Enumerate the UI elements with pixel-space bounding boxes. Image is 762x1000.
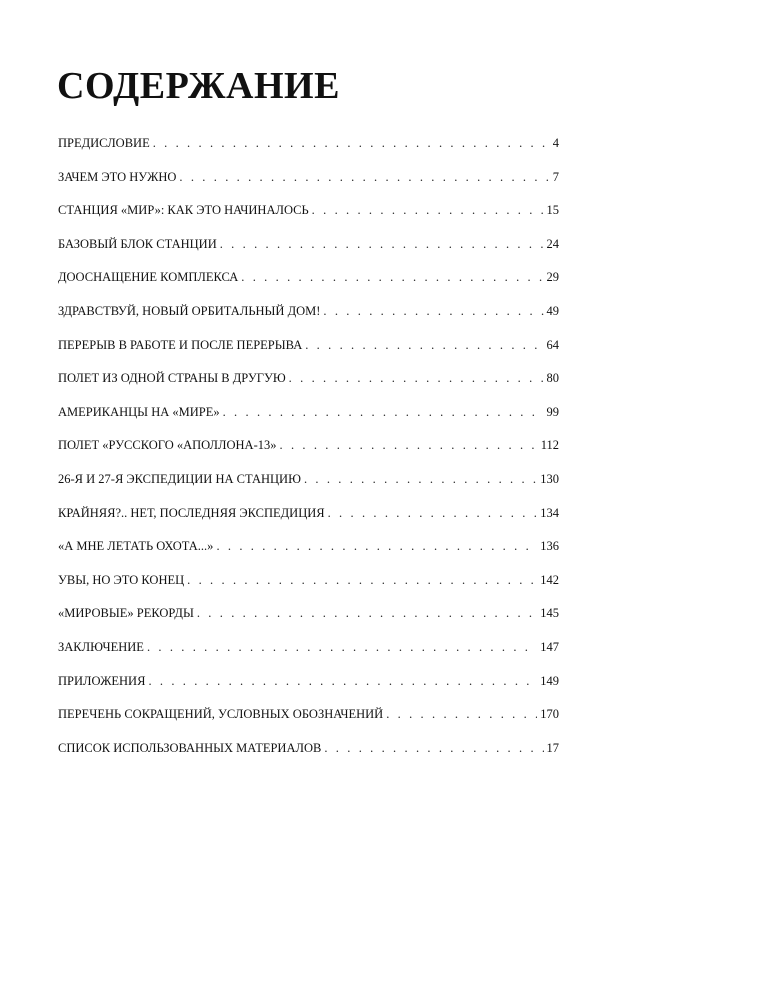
toc-entry-label: ПЕРЕЧЕНЬ СОКРАЩЕНИЙ, УСЛОВНЫХ ОБОЗНАЧЕНИЙ [58,707,384,722]
dot-leader [187,570,537,590]
toc-entry-appendices[interactable] [58,671,559,705]
dot-leader [305,335,543,355]
toc-entry-label: ЗАЧЕМ ЭТО НУЖНО [58,169,177,184]
dot-leader [241,267,543,287]
toc-entry-abbreviations[interactable] [58,704,559,738]
toc-entry-page-number: 149 [540,673,559,688]
toc-entry-label: ПРЕДИСЛОВИЕ [58,136,150,150]
toc-entry-label: «А МНЕ ЛЕТАТЬ ОХОТА...» [58,539,214,554]
table-of-contents [58,133,559,771]
toc-entry-references[interactable] [58,738,559,772]
dot-leader [289,368,544,388]
toc-entry-label: ЗАКЛЮЧЕНИЕ [58,639,144,654]
toc-entry-page-number: 145 [540,606,559,621]
dot-leader [328,503,538,523]
toc-entry-new-orbital-home[interactable] [58,301,559,335]
toc-entry-page-number: 80 [546,371,559,386]
dot-leader [323,301,543,321]
toc-entry-expeditions-26-27[interactable] [58,469,559,503]
dot-leader [280,435,538,455]
toc-entry-work-break[interactable] [58,335,559,369]
toc-entry-page-number: 136 [540,539,559,554]
toc-entry-the-end[interactable] [58,570,559,604]
toc-entry-base-block[interactable] [58,234,559,268]
toc-entry-page-number: 7 [552,169,559,184]
dot-leader [223,402,544,422]
toc-entry-page-number: 130 [540,471,559,486]
toc-entry-label: ПЕРЕРЫВ В РАБОТЕ И ПОСЛЕ ПЕРЕРЫВА [58,337,303,352]
toc-entry-label: УВЫ, НО ЭТО КОНЕЦ [58,572,185,587]
toc-entry-want-to-fly[interactable] [58,536,559,570]
dot-leader [304,469,537,489]
dot-leader [312,200,544,220]
toc-entry-foreword[interactable] [58,133,559,167]
toc-entry-page-number: 134 [540,505,559,520]
dot-leader [386,704,537,724]
toc-entry-page-number: 49 [546,303,559,318]
page-title: СОДЕРЖАНИЕ [57,65,340,107]
toc-entry-label: ПОЛЕТ «РУССКОГО «АПОЛЛОНА-13» [58,438,277,453]
toc-entry-page-number: 142 [540,572,559,587]
toc-entry-why-needed[interactable] [58,167,559,201]
toc-entry-mir-records[interactable] [58,603,559,637]
toc-entry-americans-on-mir[interactable] [58,402,559,436]
dot-leader [220,234,544,254]
toc-entry-label: ПОЛЕТ ИЗ ОДНОЙ СТРАНЫ В ДРУГУЮ [58,371,286,386]
toc-entry-complex-upgrade[interactable] [58,267,559,301]
toc-entry-last-expedition[interactable] [58,503,559,537]
toc-entry-page-number: 112 [540,438,559,453]
toc-entry-label: ПРИЛОЖЕНИЯ [58,673,146,688]
toc-entry-label: ДООСНАЩЕНИЕ КОМПЛЕКСА [58,270,239,285]
toc-entry-country-flight[interactable] [58,368,559,402]
dot-leader [153,133,550,153]
toc-entry-page-number: 170 [540,707,559,722]
toc-entry-label: КРАЙНЯЯ?.. НЕТ, ПОСЛЕДНЯЯ ЭКСПЕДИЦИЯ [58,505,325,520]
toc-entry-label: «МИРОВЫЕ» РЕКОРДЫ [58,606,194,621]
dot-leader [197,603,537,623]
toc-entry-mir-beginning[interactable] [58,200,559,234]
toc-entry-page-number: 17 [546,740,559,755]
toc-entry-page-number: 147 [540,639,559,654]
dot-leader [148,671,537,691]
dot-leader [179,167,549,187]
toc-entry-label: 26-Я И 27-Я ЭКСПЕДИЦИИ НА СТАНЦИЮ [58,471,301,486]
toc-entry-page-number: 4 [552,136,559,150]
toc-entry-label: СПИСОК ИСПОЛЬЗОВАННЫХ МАТЕРИАЛОВ [58,740,322,755]
toc-entry-conclusion[interactable] [58,637,559,671]
toc-entry-page-number: 24 [546,236,559,251]
toc-entry-page-number: 64 [546,337,559,352]
dot-leader [324,738,543,758]
toc-entry-russian-apollo-13[interactable] [58,435,559,469]
toc-entry-label: АМЕРИКАНЦЫ НА «МИРЕ» [58,404,220,419]
toc-entry-page-number: 15 [546,203,559,218]
toc-entry-page-number: 99 [546,404,559,419]
dot-leader [216,536,537,556]
toc-entry-label: СТАНЦИЯ «МИР»: КАК ЭТО НАЧИНАЛОСЬ [58,203,309,218]
toc-entry-label: ЗДРАВСТВУЙ, НОВЫЙ ОРБИТАЛЬНЫЙ ДОМ! [58,303,321,318]
toc-entry-page-number: 29 [546,270,559,285]
dot-leader [147,637,537,657]
toc-entry-label: БАЗОВЫЙ БЛОК СТАНЦИИ [58,236,217,251]
